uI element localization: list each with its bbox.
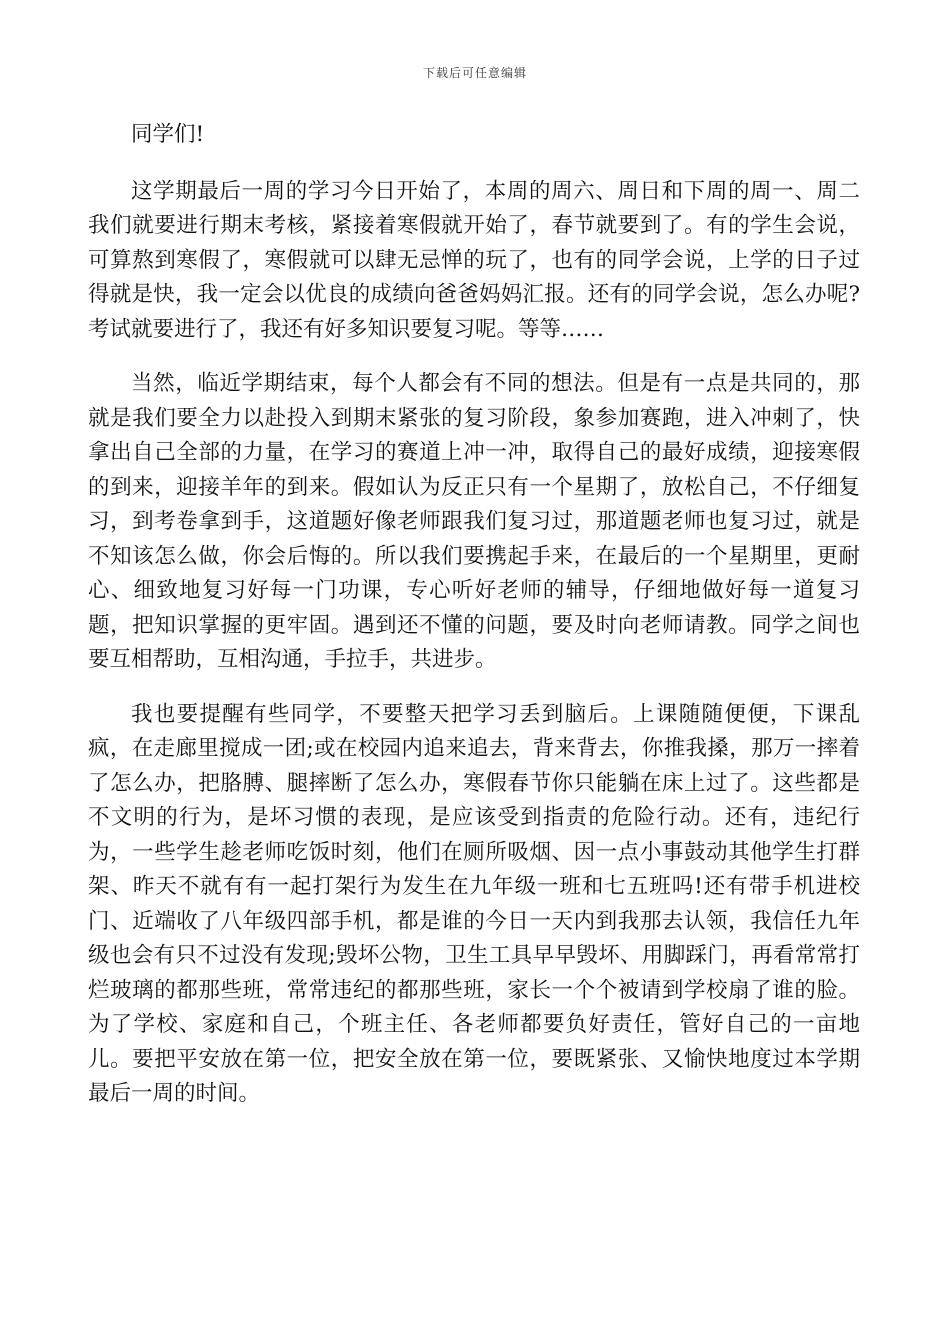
paragraph-3: 我也要提醒有些同学，不要整天把学习丢到脑后。上课随随便便，下课乱疯，在走廊里搅成一团;或在校园内追来追去，背来背去，你推我搡，那万一摔着了怎么办，把胳膊、腿摔断了怎么办，寒假春节你只能躺在床上过了。这些都是不文明的行为，是坏习惯的表现，是应该受到指责的危险行动。还有，违纪行为，一些学生趁老师吃饭时刻，他们在厕所吸烟、因一点小事鼓动其他学生打群架、昨天不就有有一起打架行为发生在九年级一班和七五班吗!还有带手机进校门、近端收了八年级四部手机，都是谁的今日一天内到我那去认领，我信任九年级也会有只不过没有发现;毁坏公物，卫生工具早早毁坏、用脚踩门，再看常常打烂玻璃的都那些班，常常违纪的都那些班，家长一个个被请到学校扇了谁的脸。为了学校、家庭和自己，个班主任、各老师都要负好责任，管好自己的一亩地儿。要把平安放在第一位，把安全放在第一位，要既紧张、又愉快地度过本学期最后一周的时间。 bbox=[88, 701, 860, 1106]
paragraph-2: 当然，临近学期结束，每个人都会有不同的想法。但是有一点是共同的，那就是我们要全力以赴投入到期末紧张的复习阶段，象参加赛跑，进入冲刺了，快拿出自己全部的力量，在学习的赛道上冲一冲，取得自己的最好成绩，迎接寒假的到来，迎接羊年的到来。假如认为反正只有一个星期了，放松自己，不仔细复习，到考卷拿到手，这道题好像老师跟我们复习过，那道题老师也复习过，就是不知该怎么做，你会后悔的。所以我们要携起手来，在最后的一个星期里，更耐心、细致地复习好每一门功课，专心听好老师的辅导，仔细地做好每一道复习题，把知识掌握的更牢固。遇到还不懂的问题，要及时向老师请教。同学之间也要互相帮助，互相沟通，手拉手，共进步。 bbox=[88, 371, 860, 672]
paragraph-1: 这学期最后一周的学习今日开始了，本周的周六、周日和下周的周一、周二我们就要进行期末考核，紧接着寒假就开始了，春节就要到了。有的学生会说，可算熬到寒假了，寒假就可以肆无忌惮的玩了，也有的同学会说，上学的日子过得就是快，我一定会以优良的成绩向爸爸妈妈汇报。还有的同学会说，怎么办呢?考试就要进行了，我还有好多知识要复习呢。等等…… bbox=[88, 178, 860, 342]
greeting: 同学们! bbox=[131, 122, 205, 147]
header-note: 下载后可任意编辑 bbox=[422, 66, 527, 80]
document-body bbox=[88, 118, 860, 1132]
